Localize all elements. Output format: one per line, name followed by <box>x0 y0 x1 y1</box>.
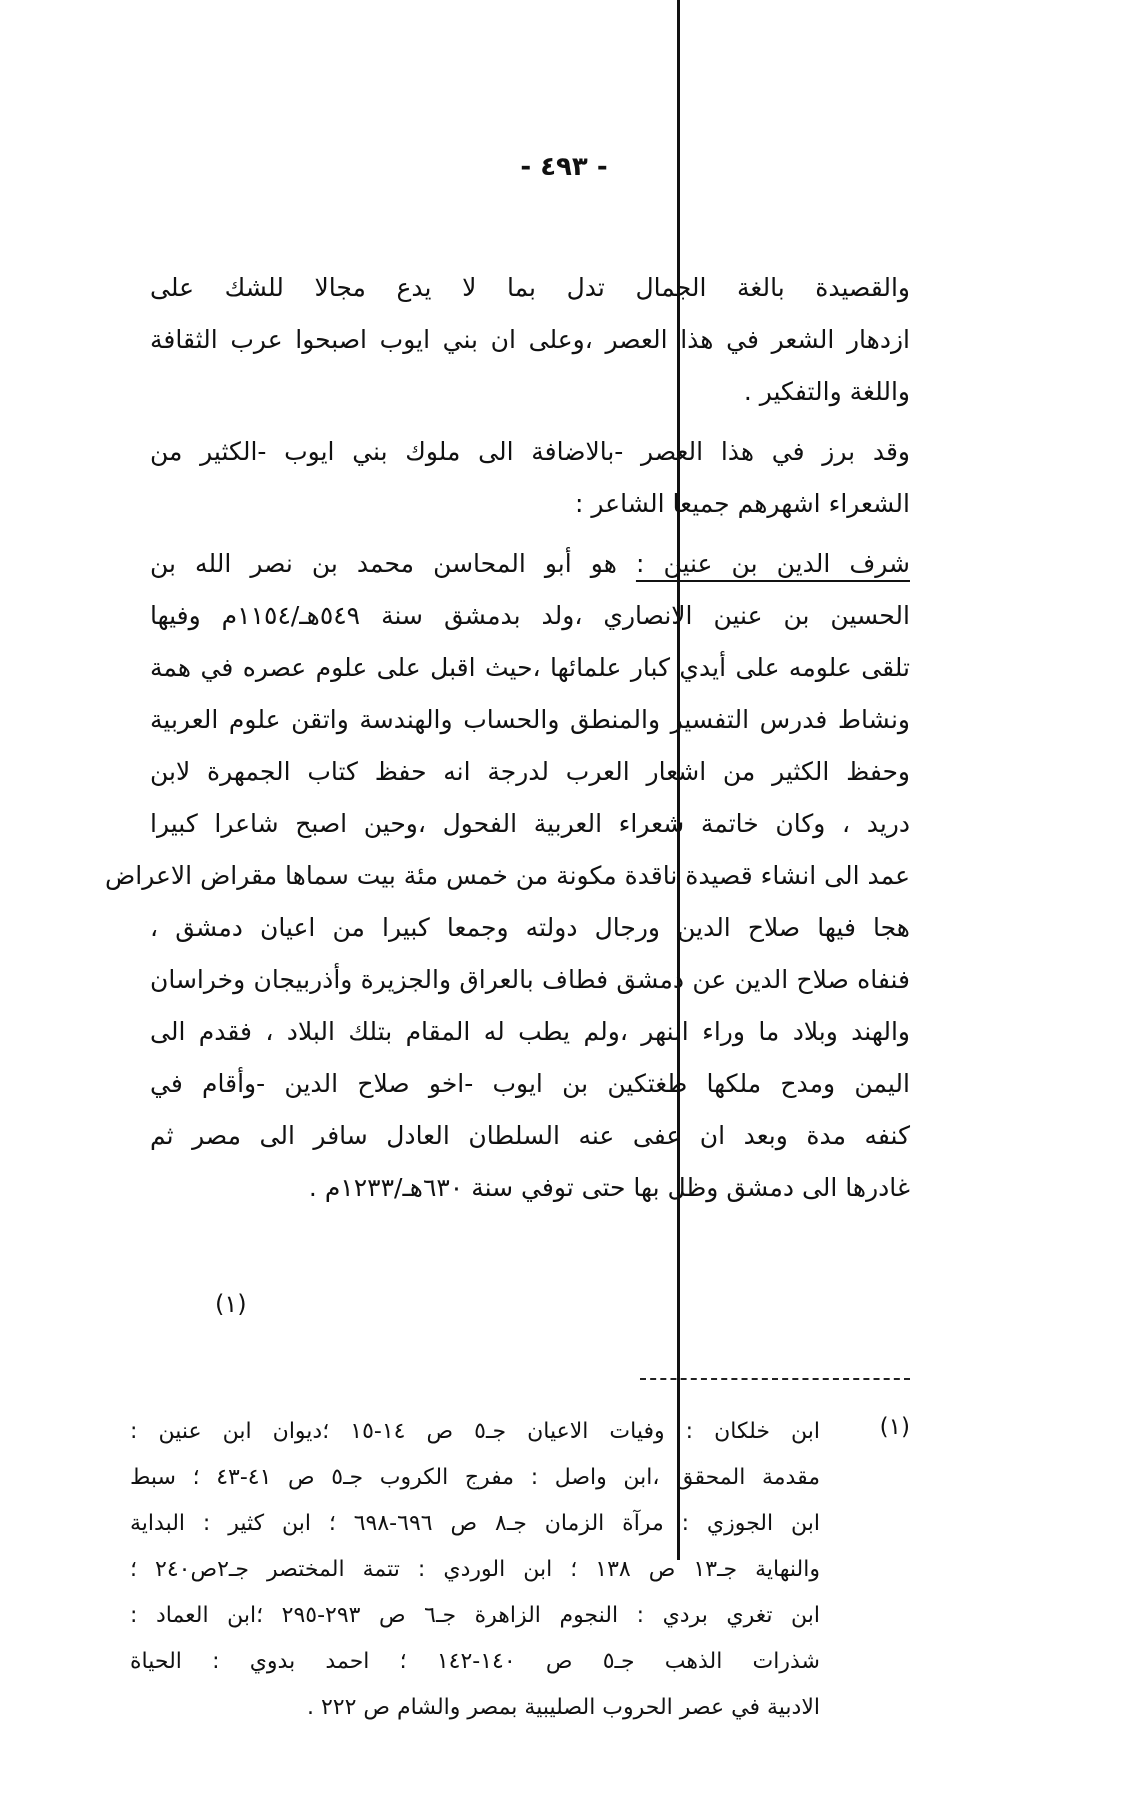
body-line: دريد ، وكان خاتمة شعراء العربية الفحول ،وحين اصبح شاعرا كبيرا <box>150 809 910 838</box>
biography-heading-line <box>150 544 910 584</box>
footnote-line: والنهاية جـ١٣ ص ١٣٨ ؛ ابن الوردي : تتمة المختصر جـ٢ص٢٤٠ ؛ <box>130 1557 820 1582</box>
footnote-line: الادبية في عصر الحروب الصليبية بمصر والشام ص ٢٢٢ . <box>306 1695 820 1720</box>
body-line: وقد برز في هذا العصر -بالاضافة الى ملوك بني ايوب -الكثير من <box>150 437 910 466</box>
body-line: والقصيدة بالغة الجمال تدل بما لا يدع مجالا للشك على <box>150 273 910 302</box>
body-line: اليمن ومدح ملكها طغتكين بن ايوب -اخو صلاح الدين -وأقام في <box>150 1069 910 1098</box>
footnote-line: شذرات الذهب جـ٥ ص ١٤٠-١٤٢ ؛ احمد بدوي : الحياة <box>130 1649 820 1674</box>
body-line: هجا فيها صلاح الدين ورجال دولته وجمعا كبيرا من اعيان دمشق ، <box>150 913 910 942</box>
body-line: عمد الى انشاء قصيدة ناقدة مكونة من خمس مئة بيت سماها مقراض الاعراض <box>105 861 910 890</box>
body-line: فنفاه صلاح الدين عن دمشق فطاف بالعراق والجزيرة وأذربيجان وخراسان <box>150 965 910 994</box>
footnote-line: ابن تغري بردي : النجوم الزاهرة جـ٦ ص ٢٩٣-٢٩٥ ؛ابن العماد : <box>130 1603 820 1628</box>
footnote-line: ابن خلكان : وفيات الاعيان جـ٥ ص ١٤-١٥ ؛ديوان ابن عنين : <box>130 1419 820 1444</box>
footnote-number: (١) <box>879 1414 910 1440</box>
footnote-separator <box>640 1378 910 1380</box>
body-line: ازدهار الشعر في هذا العصر ،وعلى ان بني ايوب اصبحوا عرب الثقافة <box>150 325 910 354</box>
footnote-line: ابن الجوزي : مرآة الزمان جـ٨ ص ٦٩٦-٦٩٨ ؛ ابن كثير : البداية <box>130 1511 820 1536</box>
footnote-line: مقدمة المحقق ،ابن واصل : مفرج الكروب جـ٥ ص ٤١-٤٣ ؛ سبط <box>130 1465 820 1490</box>
body-line: ونشاط فدرس التفسير والمنطق والحساب والهندسة واتقن علوم العربية <box>150 705 910 734</box>
body-line: والهند وبلاد ما وراء النهر ،ولم يطب له المقام بتلك البلاد ، فقدم الى <box>150 1017 910 1046</box>
body-line: تلقى علومه على أيدي كبار علمائها ،حيث اقبل على علوم عصره في همة <box>150 653 910 682</box>
body-line: غادرها الى دمشق وظل بها حتى توفي سنة ٦٣٠هـ/١٢٣٣م . <box>308 1173 910 1202</box>
page-number: - ٤٩٣ - <box>520 152 608 182</box>
body-line: وحفظ الكثير من اشعار العرب لدرجة انه حفظ كتاب الجمهرة لابن <box>150 757 910 786</box>
footnote-marker: (١) <box>215 1290 247 1318</box>
body-line: الشعراء اشهرهم جميعا الشاعر : <box>575 489 910 518</box>
heading-line-rest: هو أبو المحاسن محمد بن نصر الله بن <box>150 549 636 578</box>
body-line: كنفه مدة وبعد ان عفى عنه السلطان العادل سافر الى مصر ثم <box>150 1121 910 1150</box>
body-line: واللغة والتفكير . <box>743 377 910 406</box>
body-line: الحسين بن عنين الانصاري ،ولد بدمشق سنة ٥٤٩هـ/١١٥٤م وفيها <box>150 601 910 630</box>
poet-name-heading: شرف الدين بن عنين : <box>635 549 910 578</box>
